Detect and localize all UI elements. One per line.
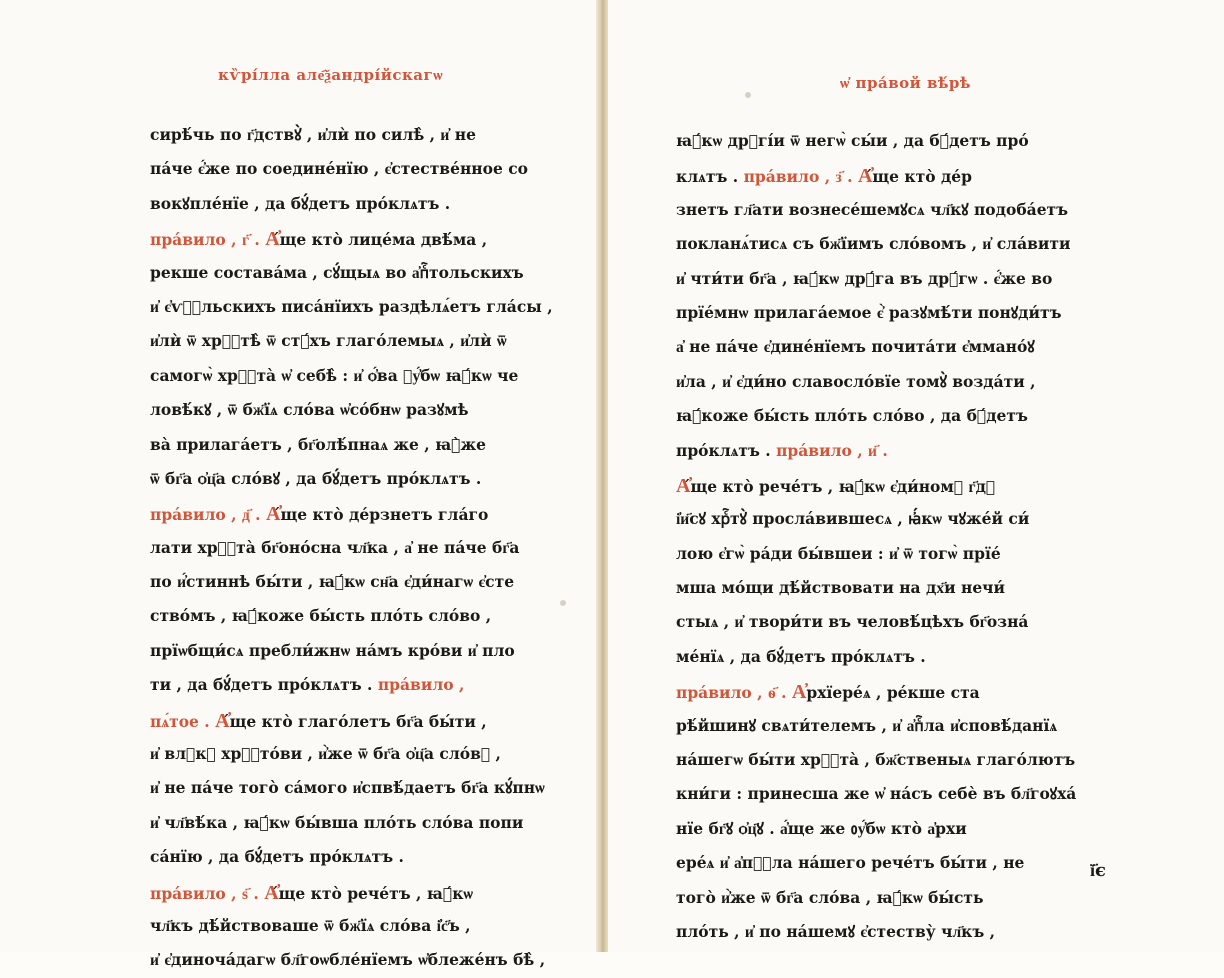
text-line bbox=[676, 605, 1096, 639]
text-line bbox=[150, 290, 570, 324]
text-segment: знетъ гл҃ати вознесе́шемꙋсѧ чл҃кꙋ подоба́етъ bbox=[676, 199, 1069, 219]
text-line bbox=[676, 330, 1096, 364]
rubric-heading: пра́вило , ѳ҃ . bbox=[676, 683, 787, 703]
text-segment: са́нїю , да бꙋ́детъ про́клѧтъ . bbox=[150, 847, 404, 867]
text-segment: ́ще кто̀ рече́тъ , ꙗ҆́кѡ є҆ди́номꙋ г҃дꙋ bbox=[690, 476, 996, 496]
text-segment: ́ще кто̀ рече́тъ , ꙗ҆́кѡ bbox=[278, 883, 473, 903]
initial-letter: А҆ bbox=[264, 879, 279, 904]
text-line bbox=[676, 124, 1096, 158]
text-segment: ти , да бꙋ́детъ про́клѧтъ . bbox=[150, 675, 378, 695]
text-line bbox=[676, 743, 1096, 777]
text-line bbox=[676, 434, 1096, 468]
text-line bbox=[150, 496, 570, 530]
text-segment: рекше состава́ма , сꙋ́щыѧ во а҆пⷭ҇тольскихъ bbox=[150, 262, 524, 282]
text-line bbox=[676, 846, 1096, 880]
text-line bbox=[676, 262, 1096, 296]
text-segment: клѧтъ . bbox=[676, 167, 744, 187]
rubric-heading: пѧ́тое . bbox=[150, 711, 210, 731]
text-segment: чл҃къ дѣ́йствоваше ѿ бж҃їѧ сло́ва і҆҆с҃ъ , bbox=[150, 915, 471, 935]
text-segment: ꙗ҆́кѡ дрꙋгі́и ѿ негѡ̀ сы́и , да бꙋ́детъ про́ bbox=[676, 131, 1029, 150]
text-line bbox=[150, 943, 570, 977]
text-line bbox=[150, 806, 570, 840]
text-line bbox=[676, 537, 1096, 571]
text-segment: мша мо́щи дѣ́йствовати на дх҃и нечи́ bbox=[676, 578, 1006, 598]
text-segment: про́клѧтъ . bbox=[676, 440, 777, 460]
text-segment: нїе бг҃ꙋ ѻ҆ц҃ꙋ . а҆́ще же ᲂу҆́бѡ кто̀ а҆рхи bbox=[676, 818, 967, 838]
initial-letter: А҆ bbox=[676, 472, 691, 497]
left-running-head: кѷрі́лла але҄ѯандрі́йскагѡ bbox=[218, 66, 443, 84]
text-segment: ловѣ́кꙋ , ѿ бж҃їѧ сло́ва ѡ҆со́бнѡ разꙋмѣ bbox=[150, 400, 469, 420]
text-line bbox=[150, 221, 570, 255]
text-segment: сирѣ́чь по г҃дствꙋ̀ , и҆лѝ по силѣ̀ , и҆ не bbox=[150, 125, 476, 144]
text-line bbox=[150, 703, 570, 737]
text-segment: ́ще кто̀ глаго́летъ бг҃а бы́ти , bbox=[229, 711, 487, 731]
text-segment: лою є҆гѡ̀ ра́ди бы́вшеи : и҆ ѿ тогѡ̀ прїе́ bbox=[676, 543, 1001, 563]
rubric-heading: пра́вило , ѕ҃ . bbox=[150, 883, 259, 903]
text-segment: ва̀ прилага́етъ , бг҃олѣ́пнаѧ же , ꙗ҆̀же bbox=[150, 434, 486, 454]
text-segment: стыѧ , и҆ твори́ти въ человѣ́цѣхъ бг҃озна́ bbox=[676, 612, 1029, 632]
text-line bbox=[676, 399, 1096, 433]
text-segment: пло́ть , и҆ по на́шемꙋ є҆стеству̀ чл҃къ , bbox=[676, 921, 996, 941]
initial-letter: А҆ bbox=[215, 707, 230, 732]
text-segment: і҆и҃сꙋ хрⷭ҇тꙋ̀ просла́вившесѧ , ꙗ҆́кѡ чꙋже́й си́ bbox=[676, 509, 1030, 529]
text-line bbox=[676, 777, 1096, 811]
text-line bbox=[676, 915, 1096, 949]
text-segment: а҆ не па́че є҆дине́нїемъ почита́ти є҆ммано́ꙋ bbox=[676, 337, 1035, 357]
text-line bbox=[676, 296, 1096, 330]
right-page bbox=[608, 0, 1224, 952]
text-segment: и҆ла , и҆ є҆ди́но славосло́вїе томꙋ̀ возда́ти , bbox=[676, 371, 1036, 391]
ink-smudge bbox=[560, 600, 566, 606]
text-segment: и҆ є҆диноча́дагѡ бл҃гоѡбле́нїемъ ѡ҆блеже́нъ бѣ̀ , bbox=[150, 950, 546, 970]
text-segment: ́ще кто̀ лице́ма двѣ́ма , bbox=[279, 230, 488, 250]
initial-letter: А҆ bbox=[791, 679, 807, 704]
text-line bbox=[676, 709, 1096, 743]
text-line bbox=[676, 227, 1096, 261]
text-segment: на́шегѡ бы́ти хрⷭ҇та̀ , бж҃ственыѧ глаго́лютъ bbox=[676, 750, 1076, 770]
text-segment: и҆ є҆ѵⷢ҇льскихъ писа́нїихъ раздѣлѧ́етъ гла́сы , bbox=[150, 296, 553, 316]
text-line bbox=[150, 599, 570, 633]
text-line bbox=[150, 118, 570, 152]
text-segment: того̀ и҆̀же ѿ бг҃а сло́ва , ꙗ҆́кѡ бы́сть bbox=[676, 887, 984, 907]
ink-smudge bbox=[745, 92, 751, 98]
rubric-heading: пра́вило , г҃ . bbox=[150, 230, 260, 250]
text-segment: самогѡ̀ хрⷭ҇та̀ ѡ҆ себѣ̀ : и҆ ѻ҆́ва ᲂу҆́бѡ ꙗ҆́кѡ че bbox=[150, 365, 519, 385]
text-segment: и҆ влⷣкꙋ хрⷭ҇то́ви , и҆̀же ѿ бг҃а ѻ҆ц҃а сло́вꙋ , bbox=[150, 744, 501, 764]
initial-letter: А҆ bbox=[857, 163, 873, 188]
text-line bbox=[676, 468, 1096, 502]
text-segment: покланѧ́тисѧ съ бж҃їимъ сло́вомъ , и҆ сла́вити bbox=[676, 234, 1071, 254]
left-page bbox=[0, 0, 598, 970]
text-line bbox=[150, 256, 570, 290]
text-line bbox=[150, 324, 570, 358]
text-line bbox=[676, 365, 1096, 399]
right-running-head: ѡ҆ пра́вой вѣ́рѣ bbox=[840, 74, 971, 92]
initial-letter: А҆ bbox=[266, 501, 281, 526]
text-line bbox=[150, 737, 570, 771]
text-line bbox=[676, 502, 1096, 536]
text-line bbox=[150, 909, 570, 943]
rubric-heading: пра́вило , з҃ . bbox=[743, 167, 853, 187]
text-line bbox=[676, 193, 1096, 227]
text-line bbox=[150, 668, 570, 702]
text-segment: па́че є҆́же по соедине́нїю , є҆стестве́нное со bbox=[150, 159, 529, 179]
text-line bbox=[150, 875, 570, 909]
text-segment: ꙗ҆́коже бы́сть пло́ть сло́во , да бꙋ́детъ bbox=[676, 406, 1028, 426]
text-line bbox=[150, 152, 570, 186]
text-line bbox=[150, 840, 570, 874]
right-page-text bbox=[676, 124, 1096, 949]
text-segment: ́ще кто̀ де́р bbox=[872, 167, 972, 187]
rubric-heading: пра́вило , bbox=[377, 675, 465, 695]
text-segment: и҆ не па́че того̀ са́мого и҆спвѣ́даетъ бг҃а кꙋ́пнѡ bbox=[150, 778, 545, 798]
text-segment: ере́ѧ и҆ а҆пⷭ҇ла на́шего рече́тъ бы́ти , не bbox=[676, 853, 1025, 873]
text-line bbox=[150, 393, 570, 427]
text-line bbox=[150, 771, 570, 805]
text-segment: ство́мъ , ꙗ҆́коже бы́сть пло́ть сло́во , bbox=[150, 606, 492, 626]
text-line bbox=[676, 812, 1096, 846]
text-line bbox=[150, 462, 570, 496]
rubric-heading: пра́вило , и҃ . bbox=[776, 440, 888, 460]
text-segment: лати хрⷭ҇та̀ бг҃оно́сна чл҃ка , а҆ не па́че бг҃а bbox=[150, 537, 520, 557]
text-segment: ́ще кто̀ де́рзнетъ гла́го bbox=[280, 505, 489, 525]
text-line bbox=[676, 571, 1096, 605]
text-segment: и҆ чл҃вѣ́ка , ꙗ҆́кѡ бы́вша пло́ть сло́ва попи bbox=[150, 812, 524, 832]
left-page-text bbox=[150, 118, 570, 978]
text-segment: рѣ́йшинꙋ свѧти́телемъ , и҆ а҆пⷭ҇ла и҆сповѣ́данїѧ bbox=[676, 715, 1058, 735]
initial-letter: А҆ bbox=[265, 226, 280, 251]
text-line bbox=[676, 158, 1096, 192]
text-segment: ѿ бг҃а ѻ҆ц҃а сло́вꙋ , да бꙋ́детъ про́клѧтъ . bbox=[150, 468, 482, 488]
text-segment: рхїере́ѧ , ре́кше ста bbox=[806, 683, 980, 703]
text-segment: прїе́мнѡ прилага́емое є҆̀ разꙋмѣ́ти понꙋди́тъ bbox=[676, 302, 1062, 322]
text-line bbox=[150, 187, 570, 221]
text-segment: и҆ чти́ти бг҃а , ꙗ҆́кѡ дрꙋ́га въ дрꙋ́гѡ . є҆́же во bbox=[676, 268, 1053, 288]
text-line bbox=[676, 881, 1096, 915]
text-line bbox=[150, 565, 570, 599]
folio-number: ї҃є bbox=[1090, 860, 1106, 881]
text-segment: кни́ги : принесша же ѡ҆ на́съ себѐ въ бл҃гоꙋха́ bbox=[676, 784, 1077, 804]
text-segment: и҆лѝ ѿ хрⷭ҇тѣ̀ ѿ стꙋ́хъ глаго́лемыѧ , и҆лѝ ѿ bbox=[150, 331, 507, 351]
text-segment: по и҆́стиннѣ бы́ти , ꙗ҆́кѡ сн҃а є҆ди́нагѡ є҆сте bbox=[150, 572, 515, 592]
text-segment: прїѡбщи́сѧ пребли́жнѡ на́мъ кро́ви и҆ пло bbox=[150, 640, 515, 660]
text-line bbox=[150, 634, 570, 668]
text-line bbox=[676, 674, 1096, 708]
text-line bbox=[150, 428, 570, 462]
text-line bbox=[150, 359, 570, 393]
text-segment: ме́нїѧ , да бꙋ́детъ про́клѧтъ . bbox=[676, 646, 926, 666]
rubric-heading: пра́вило , д҃ . bbox=[150, 505, 261, 525]
text-line bbox=[150, 531, 570, 565]
text-segment: вокꙋпле́нїе , да бꙋ́детъ про́клѧтъ . bbox=[150, 193, 451, 213]
text-line bbox=[676, 640, 1096, 674]
